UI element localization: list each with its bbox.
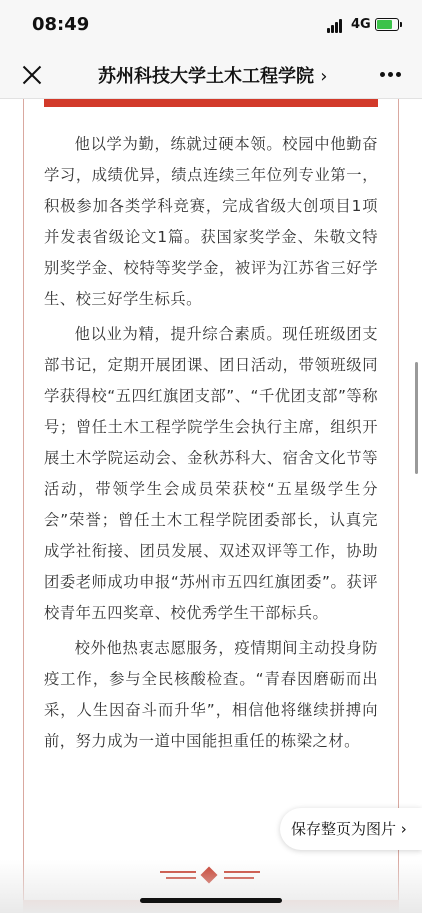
nav-bar [0,52,422,99]
status-bar [0,0,422,52]
paragraph: 他以学为勤，练就过硬本领。校园中他勤奋学习，成绩优异，绩点连续三年位列专业第一，积极参加各类学科竞赛，完成省级大创项目1项并发表省级论文1篇。获国家奖学金、朱敬文特别奖学金、校特等奖学金，被评为江苏省三好学生、校三好学生标兵。 [44,135,378,308]
save-page-as-image-button[interactable]: 保存整页为图片 › [280,808,422,850]
bottom-fade [0,860,422,913]
header-banner-image [44,99,378,107]
battery-icon [375,18,399,31]
more-icon[interactable] [380,72,402,78]
status-time: 08:49 [32,14,90,35]
signal-icon [327,19,345,33]
paragraph: 他以业为精，提升综合素质。现任班级团支部书记，定期开展团课、团日活动，带领班级同学获得校“五四红旗团支部”、“千优团支部”等称号；曾任土木工程学院学生会执行主席，组织开展土木学院运动会、金秋苏科大、宿舍文化节等活动，带领学生会成员荣获校“五星级学生分会”荣誉；曾任土木工程学院团委部长，认真完成学社衔接、团员发展、双述双评等工作，协助团委老师成功申报“苏州市五四红旗团委”。获评校青年五四奖章、校优秀学生干部标兵。 [44,325,378,622]
page-title-text: 苏州科技大学土木工程学院 [98,66,314,87]
paragraph: 校外他热衷志愿服务，疫情期间主动投身防疫工作，参与全民核酸检查。“青春因磨砺而出采，人生因奋斗而升华”，相信他将继续拼搏向前，努力成为一道中国能担重任的栋梁之材。 [44,639,378,750]
article-content [0,99,422,913]
chevron-right-icon: › [320,66,328,87]
network-type: 4G [351,17,371,32]
close-icon[interactable] [20,63,44,87]
page-title[interactable] [98,62,327,88]
article-text [44,129,378,761]
scrollbar[interactable] [415,362,418,474]
home-indicator[interactable] [140,898,282,903]
